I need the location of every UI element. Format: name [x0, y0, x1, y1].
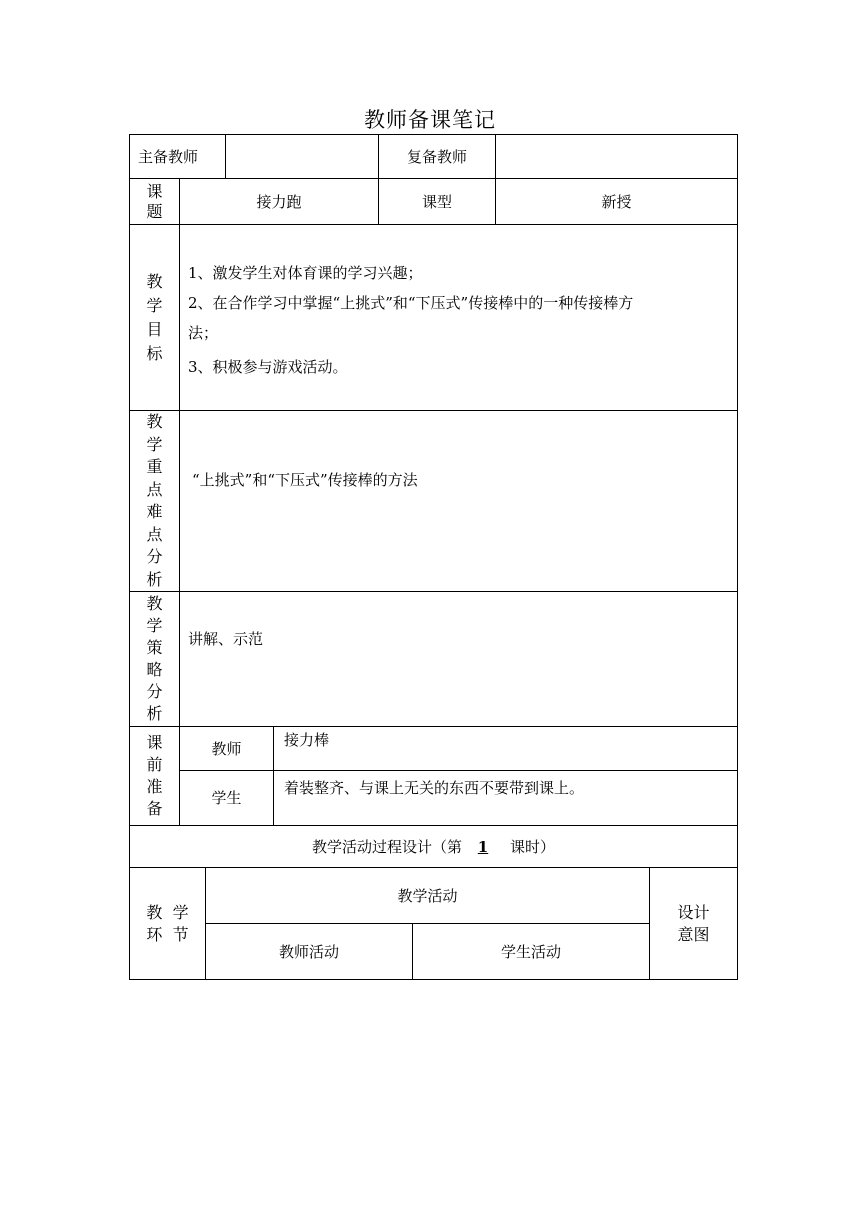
prep-student-value: 着装整齐、与课上无关的东西不要带到课上。: [284, 779, 585, 797]
strategy-label-char: 教: [146, 594, 163, 613]
strategy-label-char: 析: [146, 704, 163, 723]
type-value: 新授: [601, 192, 632, 211]
objective-line-1: 1、激发学生对体育课的学习兴趣；: [188, 264, 423, 282]
prep-student-label-cell: [179, 770, 274, 826]
type-label-cell: [378, 178, 496, 225]
prep-student-label: 学生: [211, 789, 242, 807]
key-points-label-char: 难: [146, 502, 163, 521]
strategy-label-char: 分: [146, 682, 163, 701]
objectives-label-char: 学: [146, 295, 163, 315]
teacher-activity-label: 教师活动: [278, 942, 339, 961]
preparation-label-cell: [129, 726, 180, 826]
section-label-top: 教 学: [146, 902, 189, 922]
process-title-suffix: 课时）: [510, 837, 556, 856]
prep-teacher-value: 接力棒: [284, 731, 330, 749]
strategy-label-char: 策: [146, 638, 163, 657]
objectives-label-char: 标: [146, 343, 163, 363]
main-teacher-label-cell: [129, 134, 226, 179]
student-activity-label: 学生活动: [500, 942, 561, 961]
main-teacher-value-cell[interactable]: [225, 134, 379, 179]
review-teacher-label: 复备教师: [406, 147, 467, 166]
key-points-label-char: 学: [146, 434, 163, 454]
objective-line-3: 3、积极参与游戏活动。: [188, 358, 348, 376]
key-points-label-char: 点: [146, 524, 163, 544]
prep-teacher-label: 教师: [211, 739, 242, 758]
objectives-content: [179, 224, 738, 411]
section-label-bottom: 环 节: [146, 924, 189, 944]
main-teacher-label: 主备教师: [138, 147, 199, 166]
type-label: 课型: [421, 192, 452, 211]
key-points-label-char: 分: [146, 547, 163, 566]
objectives-label-char: 教: [146, 271, 163, 291]
lesson-number: 1: [477, 837, 489, 856]
preparation-label-char: 备: [146, 799, 163, 818]
review-teacher-label-cell: [378, 134, 496, 179]
topic-label-char: 题: [146, 201, 163, 221]
design-label-top: 设计: [677, 902, 710, 922]
strategy-label-char: 学: [146, 616, 163, 635]
key-points-label-char: 析: [146, 569, 163, 589]
process-title-cell: [129, 825, 738, 868]
prep-teacher-label-cell: [179, 726, 274, 771]
design-intent-cell: [649, 867, 738, 980]
teacher-activity-cell: [205, 923, 413, 980]
topic-label-char: 课: [146, 181, 163, 201]
topic-label-cell: [129, 178, 180, 225]
key-points-label-cell: [129, 410, 180, 592]
preparation-label-char: 准: [146, 777, 163, 796]
topic-value-cell: [179, 178, 379, 225]
topic-value: 接力跑: [256, 192, 302, 211]
activities-label-cell: [205, 867, 650, 924]
key-points-label-char: 点: [146, 479, 163, 499]
preparation-label-char: 课: [146, 733, 163, 752]
section-label-cell: [129, 867, 206, 980]
review-teacher-value-cell[interactable]: [495, 134, 738, 179]
key-points-label-char: 教: [146, 412, 163, 431]
objectives-label-cell: [129, 224, 180, 411]
objective-line-2-cont: 法；: [188, 324, 219, 342]
strategy-text: 讲解、示范: [188, 630, 264, 648]
objectives-label-char: 目: [146, 319, 163, 339]
page-title: 教师备课笔记: [364, 108, 496, 132]
design-label-bottom: 意图: [677, 924, 710, 944]
preparation-label-char: 前: [146, 755, 163, 774]
key-points-content: [179, 410, 738, 592]
strategy-label-char: 略: [146, 660, 163, 679]
key-points-label-char: 重: [146, 457, 163, 476]
key-points-text: “上挑式”和“下压式”传接棒的方法: [192, 471, 418, 489]
type-value-cell: [495, 178, 738, 225]
objective-line-2: 2、在合作学习中掌握“上挑式”和“下压式”传接棒中的一种传接棒方: [188, 294, 634, 312]
prep-teacher-value-cell: [273, 726, 738, 771]
student-activity-cell: [412, 923, 650, 980]
strategy-label-cell: [129, 591, 180, 727]
activities-label: 教学活动: [397, 886, 458, 905]
prep-student-value-cell: [273, 770, 738, 826]
process-title-prefix: 教学活动过程设计（第: [311, 837, 462, 856]
strategy-content: [179, 591, 738, 727]
